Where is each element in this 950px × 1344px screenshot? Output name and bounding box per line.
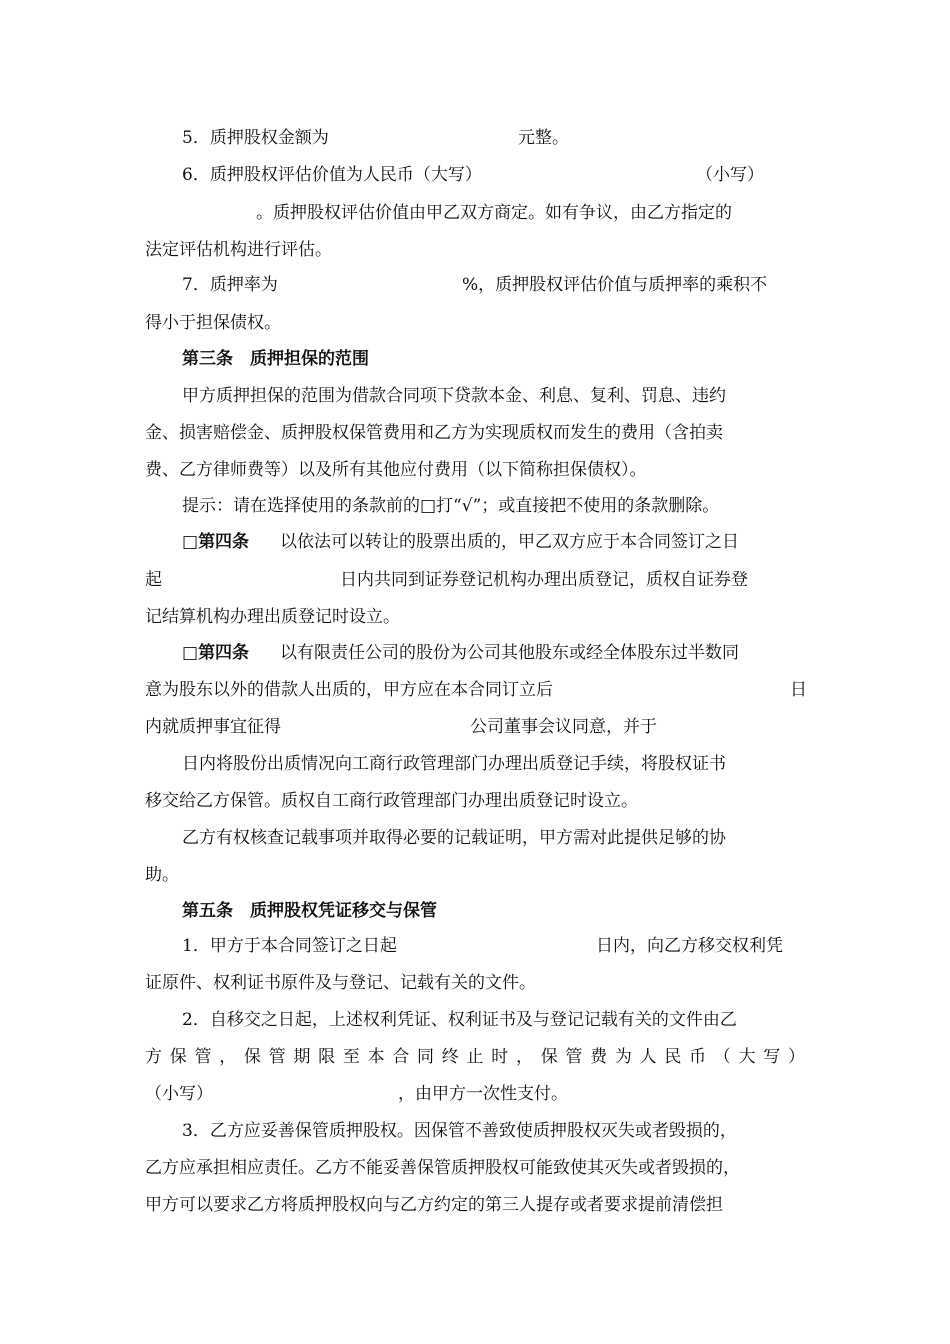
article4b-line5: 移交给乙方保管。质权自工商行政管理部门办理出质登记时设立。 [145, 791, 638, 811]
article3-line3: 费、乙方律师费等）以及所有其他应付费用（以下简称担保债权）。 [145, 460, 647, 480]
article4a-line2-rest: 日内共同到证券登记机构办理出质登记，质权自证券登 [340, 570, 748, 590]
article4b-line3-start: 内就质押事宜征得 [145, 717, 281, 737]
article5-item3-line1: 3．乙方应妥善保管质押股权。因保管不善致使质押股权灭失或者毁损的， [182, 1121, 737, 1141]
article4b-heading [182, 641, 249, 665]
article4b-line6: 乙方有权核查记载事项并取得必要的记载证明，甲方需对此提供足够的协 [182, 828, 726, 848]
item5-label: 5．质押股权金额为 [182, 128, 329, 148]
item5-suffix: 元整。 [518, 128, 569, 148]
article4b-line1: 以有限责任公司的股份为公司其他股东或经全体股东过半数同 [280, 643, 739, 663]
article3-heading: 第三条 质押担保的范围 [182, 349, 369, 369]
article5-item1-line2: 证原件、权利证书原件及与登记、记载有关的文件。 [145, 973, 536, 993]
item6-label: 6．质押股权评估价值为人民币（大写） [182, 165, 482, 185]
article5-item3-line2: 乙方应承担相应责任。乙方不能妥善保管质押股权可能致使其灭失或者毁损的， [145, 1158, 740, 1178]
item6-lowercase-label: （小写） [696, 165, 764, 185]
article4b-line3-rest: 公司董事会议同意，并于 [470, 717, 657, 737]
article5-item2-lowercase-label: （小写） [145, 1084, 213, 1104]
item6-line2: 。质押股权评估价值由甲乙双方商定。如有争议，由乙方指定的 [256, 203, 732, 223]
article4b-line7: 助。 [145, 865, 179, 885]
article3-line1: 甲方质押担保的范围为借款合同项下贷款本金、利息、复利、罚息、违约 [182, 386, 726, 406]
article4b-line2-start: 意为股东以外的借款人出质的，甲方应在本合同订立后 [145, 680, 553, 700]
article5-item1-start: 1．甲方于本合同签订之日起 [182, 936, 397, 956]
article4a-title: 第四条 [198, 532, 250, 552]
article5-heading: 第五条 质押股权凭证移交与保管 [182, 901, 437, 921]
selection-tip: 提示：请在选择使用的条款前的□打“√”；或直接把不使用的条款删除。 [182, 496, 720, 516]
item7-suffix: %，质押股权评估价值与质押率的乘积不 [462, 275, 768, 295]
article4a-line1: 以依法可以转让的股票出质的，甲乙双方应于本合同签订之日 [280, 532, 739, 552]
article5-item3-line3: 甲方可以要求乙方将质押股权向与乙方约定的第三人提存或者要求提前清偿担 [145, 1195, 723, 1215]
article4a-line3: 记结算机构办理出质登记时设立。 [145, 607, 400, 627]
article5-item2-line3-rest: ，由甲方一次性支付。 [398, 1084, 568, 1104]
article4a-line2-start: 起 [145, 570, 162, 590]
article4b-checkbox[interactable]: □ [182, 643, 199, 663]
item7-line2: 得小于担保债权。 [145, 313, 281, 333]
article3-line2: 金、损害赔偿金、质押股权保管费用和乙方为实现质权而发生的费用（含拍卖 [145, 423, 723, 443]
article4b-line2-end: 日 [790, 680, 807, 700]
article4a-heading [182, 530, 249, 554]
article5-item1-rest: 日内，向乙方移交权利凭 [596, 936, 783, 956]
article4a-checkbox[interactable]: □ [182, 532, 199, 552]
article5-item2-line2: 方保管，保管期限至本合同终止时，保管费为人民币（大写） [145, 1047, 805, 1067]
article4b-title: 第四条 [198, 643, 250, 663]
article5-item2-line1: 2．自移交之日起，上述权利凭证、权利证书及与登记记载有关的文件由乙 [182, 1010, 737, 1030]
article4b-line4: 日内将股份出质情况向工商行政管理部门办理出质登记手续，将股权证书 [182, 754, 726, 774]
item6-line3: 法定评估机构进行评估。 [145, 240, 332, 260]
item7-label: 7．质押率为 [182, 275, 278, 295]
